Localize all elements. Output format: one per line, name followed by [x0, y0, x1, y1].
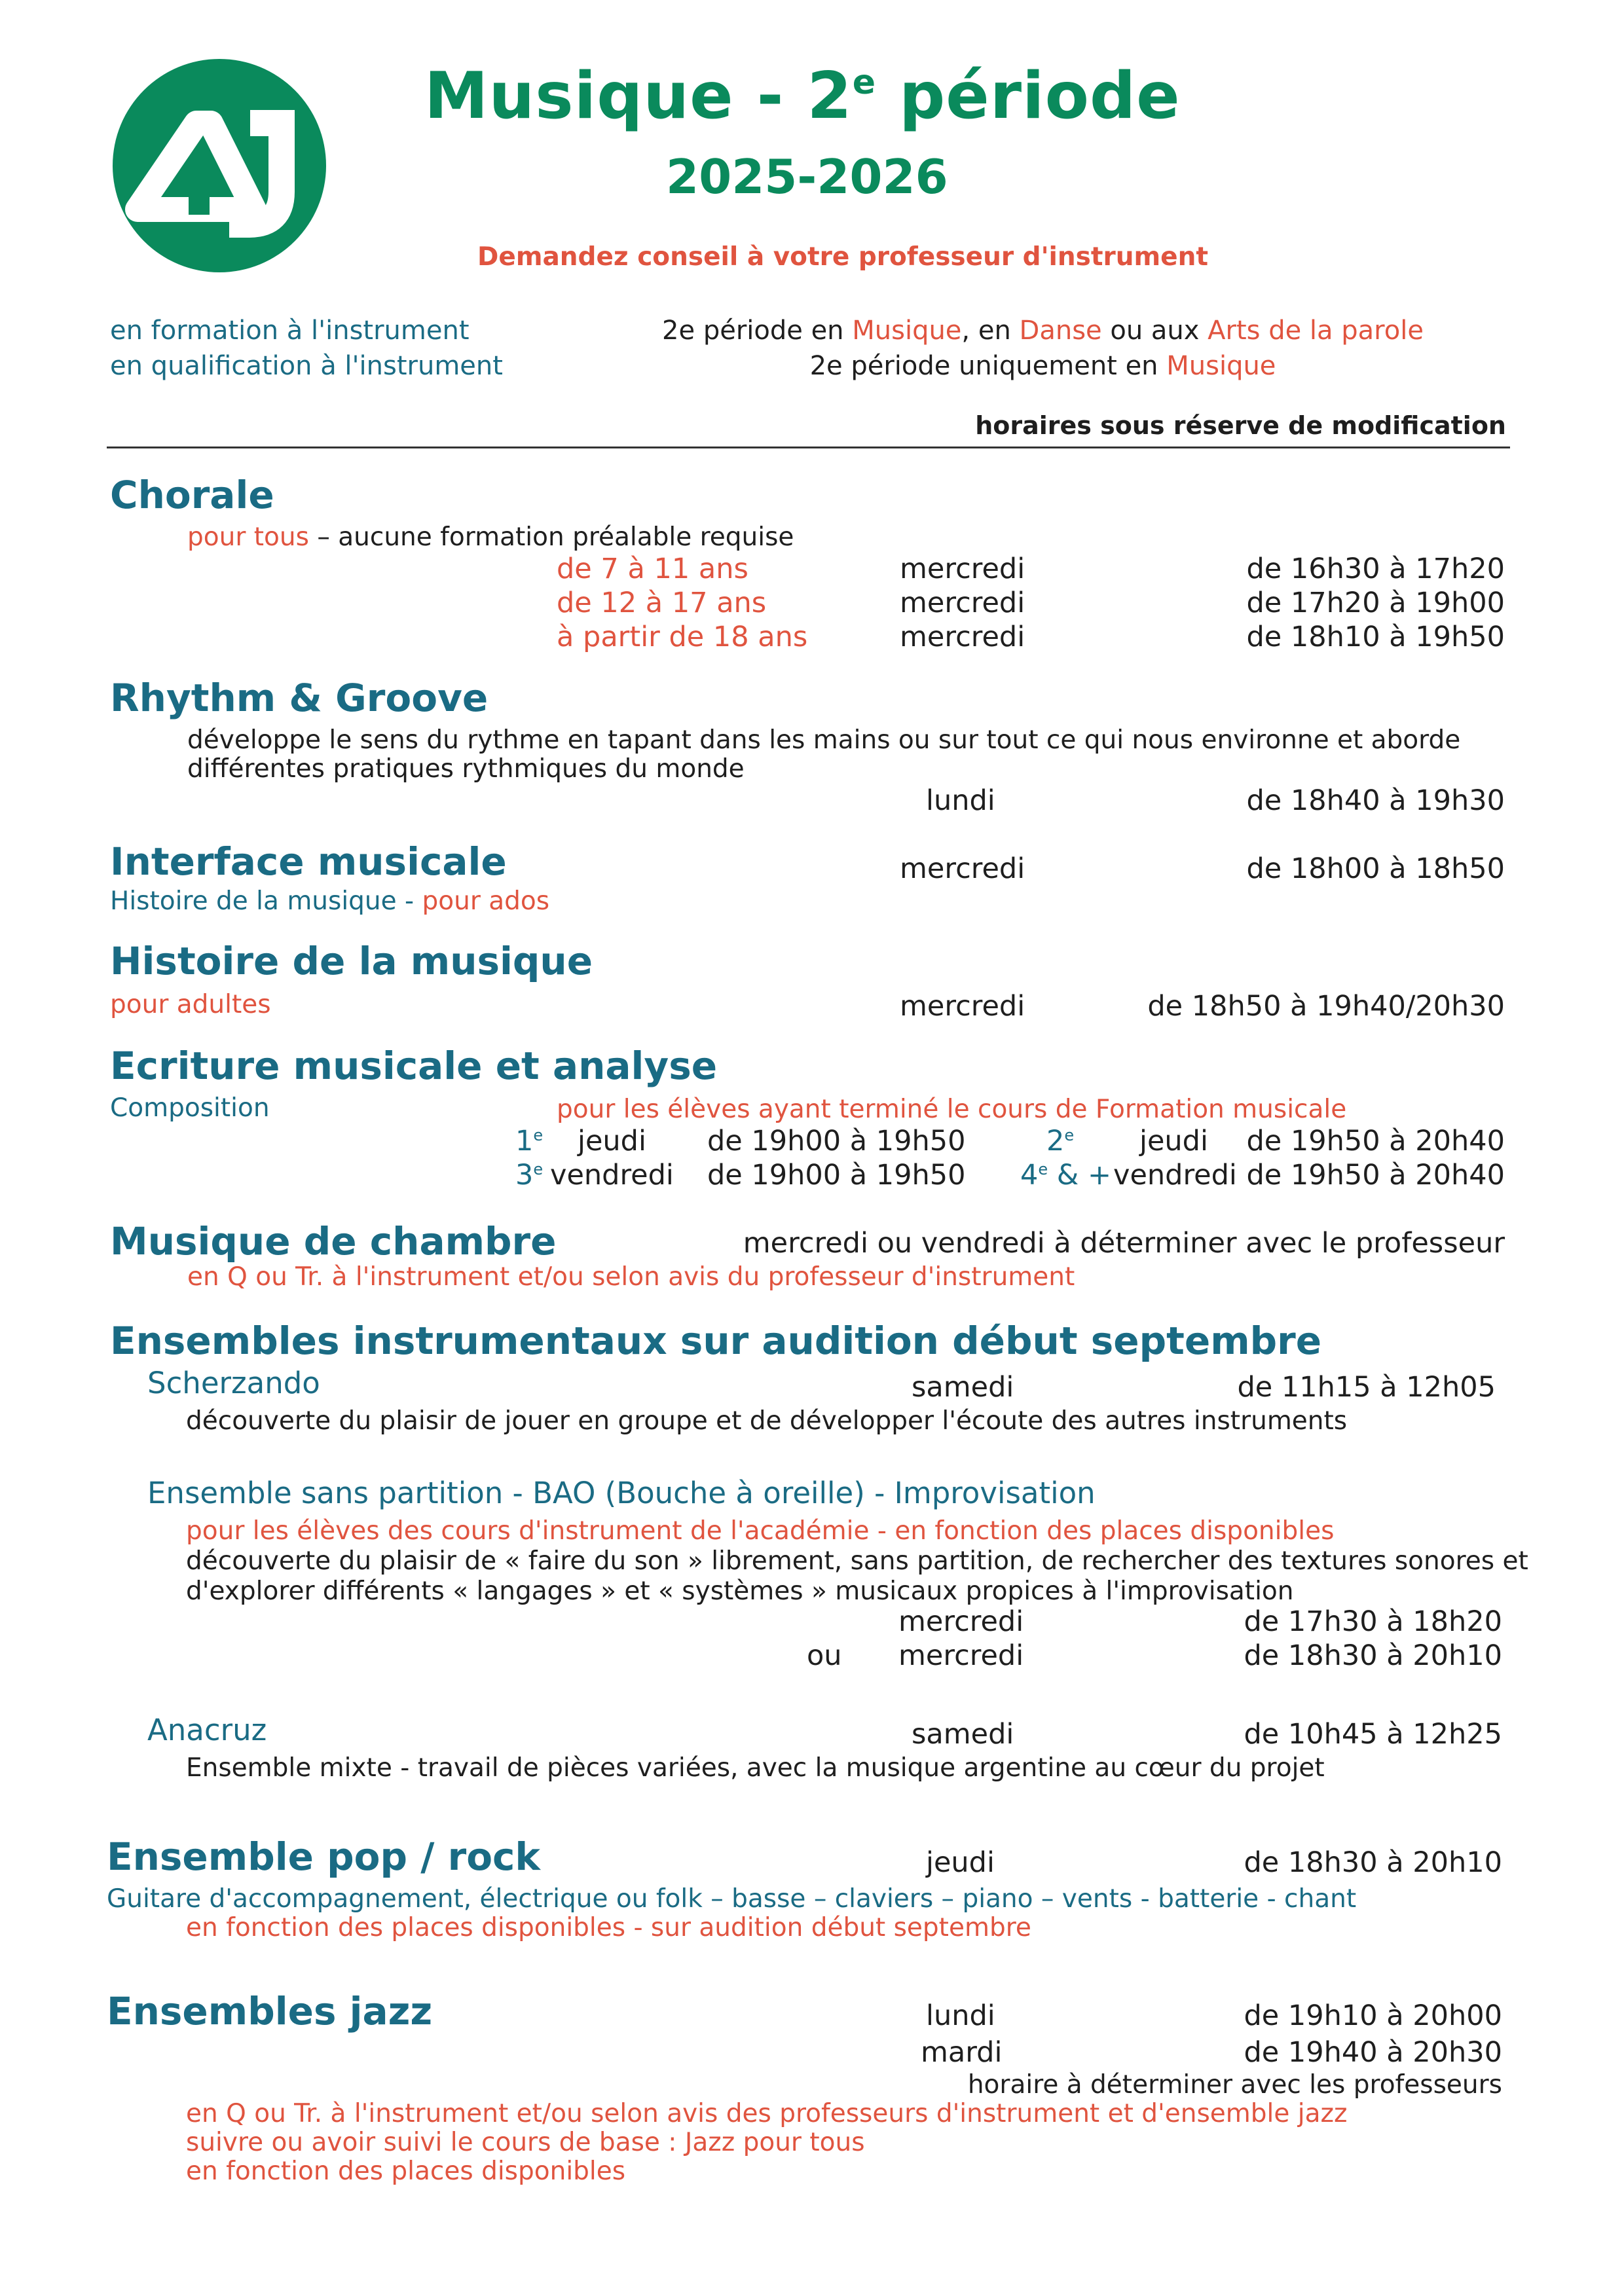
- rhythm-time: de 18h40 à 19h30: [1246, 784, 1505, 817]
- legend-formation: en formation à l'instrument: [110, 316, 470, 346]
- ecriture-ord-1: 1e: [515, 1125, 544, 1157]
- histoire-day: mercredi: [900, 990, 1025, 1023]
- chorale-day-2: mercredi: [900, 587, 1025, 619]
- ecriture-ord-4: 4e & +: [1020, 1159, 1112, 1192]
- chorale-time-3: de 18h10 à 19h50: [1246, 621, 1505, 653]
- chambre-note: en Q ou Tr. à l'instrument et/ou selon avis du professeur d'instrument: [187, 1262, 1075, 1292]
- aj-logo: [111, 58, 327, 274]
- ecriture-day-1: jeudi: [578, 1125, 646, 1157]
- jazz-day-1: lundi: [926, 1999, 995, 2032]
- sans-partition-desc-2: d'explorer différents « langages » et « systèmes » musicaux propices à l'improvisation: [186, 1576, 1294, 1606]
- ecriture-ord-2: 2e: [1046, 1125, 1075, 1157]
- jazz-extra: horaire à déterminer avec les professeurs: [967, 2070, 1502, 2100]
- page-year: 2025-2026: [666, 149, 948, 204]
- interface-sub: Histoire de la musique - pour ados: [110, 886, 550, 916]
- pop-instruments: Guitare d'accompagnement, électrique ou folk – basse – claviers – piano – vents - batterie - chant: [107, 1884, 1357, 1914]
- ensembles-title: Ensembles instrumentaux sur audition début septembre: [110, 1319, 1322, 1363]
- sans-partition-title: Ensemble sans partition - BAO (Bouche à oreille) - Improvisation: [147, 1476, 1096, 1510]
- jazz-note-2: suivre ou avoir suivi le cours de base : Jazz pour tous: [186, 2128, 865, 2157]
- page-title: Musique - 2e période: [424, 59, 1181, 134]
- legend-right-line-1: 2e période en Musique, en Danse ou aux Arts de la parole: [662, 316, 1424, 346]
- rhythm-title: Rhythm & Groove: [110, 676, 489, 720]
- pop-title: Ensemble pop / rock: [107, 1834, 540, 1879]
- jazz-note-1: en Q ou Tr. à l'instrument et/ou selon avis des professeurs d'instrument et d'ensemble jazz: [186, 2099, 1348, 2128]
- ecriture-day-2: jeudi: [1139, 1125, 1208, 1157]
- rhythm-desc-1: développe le sens du rythme en tapant dans les mains ou sur tout ce qui nous environne et aborde: [187, 725, 1461, 755]
- sans-partition-day-1: mercredi: [898, 1605, 1024, 1638]
- rhythm-day: lundi: [926, 784, 995, 817]
- scherzando-day: samedi: [912, 1371, 1014, 1404]
- sans-partition-desc-1: découverte du plaisir de « faire du son » librement, sans partition, de rechercher des textures sonores et: [186, 1546, 1528, 1576]
- rhythm-desc-2: différentes pratiques rythmiques du monde: [187, 754, 745, 784]
- chorale-title: Chorale: [110, 473, 274, 517]
- legend-right: [655, 313, 1431, 384]
- chorale-time-1: de 16h30 à 17h20: [1246, 553, 1505, 585]
- sans-partition-or: ou: [807, 1639, 842, 1672]
- advice-note: Demandez conseil à votre professeur d'instrument: [477, 242, 1209, 272]
- sans-partition-time-2: de 18h30 à 20h10: [1244, 1639, 1502, 1672]
- anacruz-desc: Ensemble mixte - travail de pièces variées, avec la musique argentine au cœur du projet: [186, 1753, 1325, 1783]
- ecriture-sub: Composition: [110, 1093, 270, 1123]
- ecriture-note: pour les élèves ayant terminé le cours de Formation musicale: [557, 1095, 1347, 1124]
- anacruz-time: de 10h45 à 12h25: [1244, 1718, 1502, 1751]
- ecriture-time-1: de 19h00 à 19h50: [707, 1125, 966, 1157]
- scherzando-desc: découverte du plaisir de jouer en groupe et de développer l'écoute des autres instruments: [186, 1406, 1348, 1436]
- chorale-time-2: de 17h20 à 19h00: [1246, 587, 1505, 619]
- jazz-time-1: de 19h10 à 20h00: [1244, 1999, 1502, 2032]
- sans-partition-note: pour les élèves des cours d'instrument de l'académie - en fonction des places disponibles: [186, 1516, 1335, 1546]
- ecriture-ord-3: 3e: [515, 1159, 544, 1192]
- jazz-day-2: mardi: [921, 2036, 1003, 2069]
- interface-day: mercredi: [900, 852, 1025, 885]
- interface-title: Interface musicale: [110, 839, 507, 884]
- chorale-day-3: mercredi: [900, 621, 1025, 653]
- pop-day: jeudi: [926, 1846, 995, 1879]
- header-divider: [107, 446, 1510, 448]
- interface-time: de 18h00 à 18h50: [1246, 852, 1505, 885]
- chambre-schedule: mercredi ou vendredi à déterminer avec le professeur: [743, 1227, 1505, 1260]
- disclaimer: horaires sous réserve de modification: [975, 411, 1506, 440]
- ecriture-day-3: vendredi: [550, 1159, 674, 1192]
- chorale-age-2: de 12 à 17 ans: [557, 587, 767, 619]
- chorale-age-1: de 7 à 11 ans: [557, 553, 748, 585]
- anacruz-day: samedi: [912, 1718, 1014, 1751]
- scherzando-title: Scherzando: [147, 1366, 320, 1400]
- jazz-title: Ensembles jazz: [107, 1989, 433, 2033]
- anacruz-title: Anacruz: [147, 1713, 267, 1747]
- ecriture-title: Ecriture musicale et analyse: [110, 1044, 718, 1088]
- legend-qualification: en qualification à l'instrument: [110, 351, 503, 381]
- legend-left: [110, 313, 503, 384]
- jazz-time-2: de 19h40 à 20h30: [1244, 2036, 1502, 2069]
- ecriture-time-2: de 19h50 à 20h40: [1246, 1125, 1505, 1157]
- histoire-time: de 18h50 à 19h40/20h30: [1147, 990, 1505, 1023]
- scherzando-time: de 11h15 à 12h05: [1237, 1371, 1496, 1404]
- chorale-note: pour tous – aucune formation préalable requise: [187, 522, 794, 552]
- chorale-age-3: à partir de 18 ans: [557, 621, 808, 653]
- legend-right-line-2: 2e période uniquement en Musique: [809, 351, 1276, 381]
- chambre-title: Musique de chambre: [110, 1219, 557, 1264]
- histoire-sub: pour adultes: [110, 990, 271, 1019]
- sans-partition-day-2: mercredi: [898, 1639, 1024, 1672]
- chorale-day-1: mercredi: [900, 553, 1025, 585]
- ecriture-time-3: de 19h00 à 19h50: [707, 1159, 966, 1192]
- sans-partition-time-1: de 17h30 à 18h20: [1244, 1605, 1502, 1638]
- pop-time: de 18h30 à 20h10: [1244, 1846, 1502, 1879]
- jazz-note-3: en fonction des places disponibles: [186, 2157, 626, 2186]
- histoire-title: Histoire de la musique: [110, 939, 593, 983]
- ecriture-day-4: vendredi: [1113, 1159, 1237, 1192]
- pop-note: en fonction des places disponibles - sur audition début septembre: [186, 1913, 1031, 1942]
- ecriture-time-4: de 19h50 à 20h40: [1246, 1159, 1505, 1192]
